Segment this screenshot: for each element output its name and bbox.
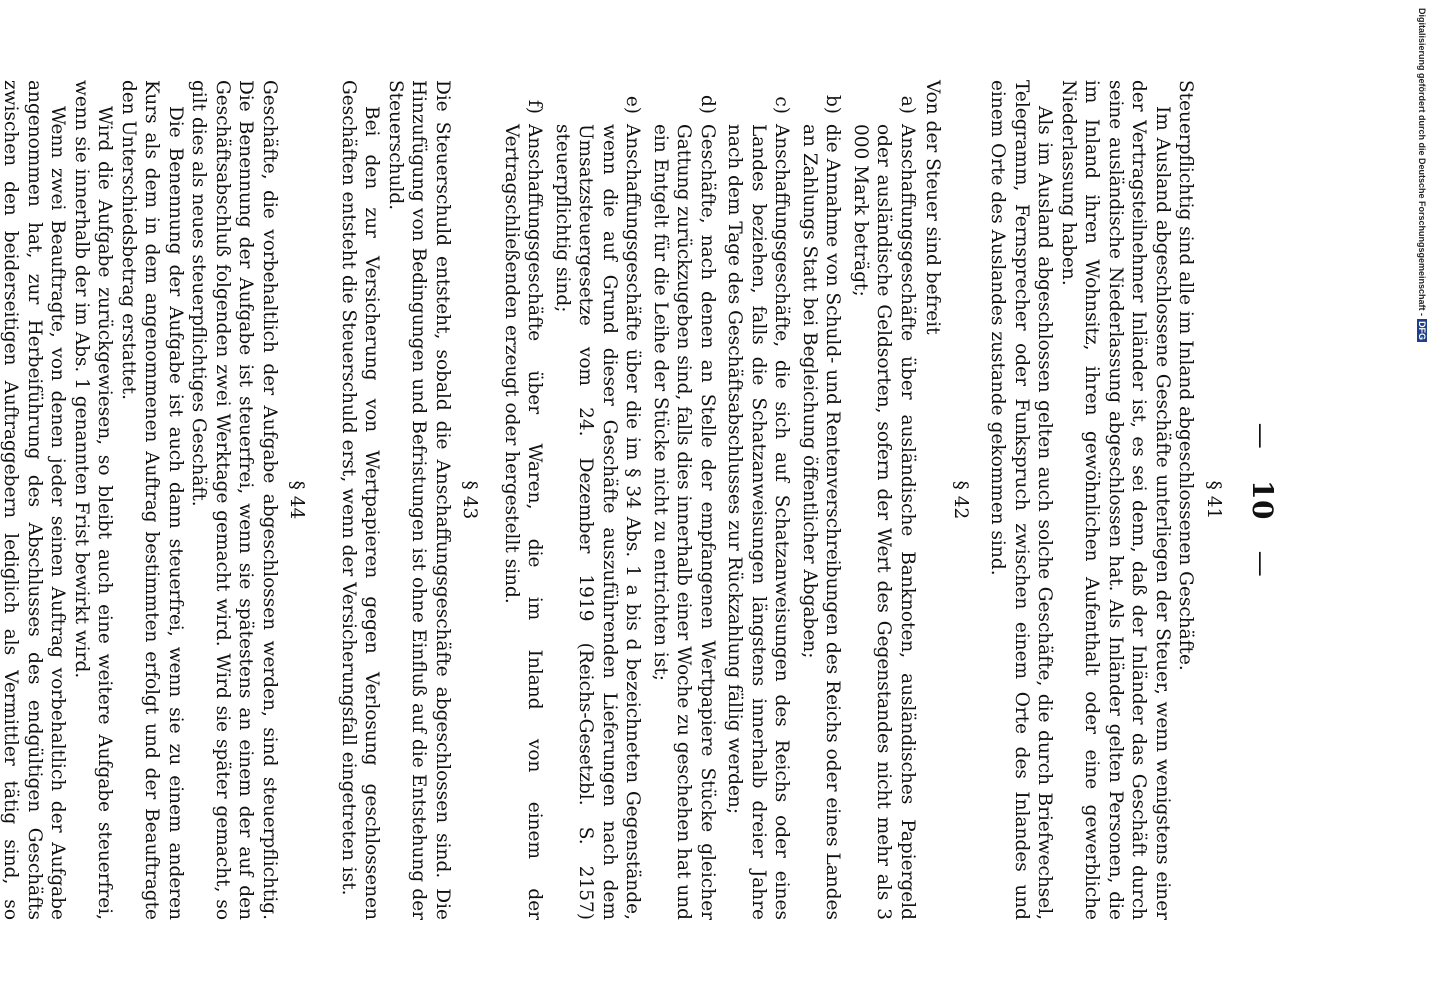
list-item-text: die Annahme von Schuld- und Rentenverschreibungen des Reichs oder eines Landes an Zahlungs Statt bei Begleichung öffentlicher Abgaben;	[799, 124, 844, 920]
section-41	[986, 80, 1225, 920]
section-42-list	[500, 80, 920, 920]
list-item	[500, 80, 547, 920]
section-43-paragraph-2: Bei den zur Versicherung von Wertpapieren gegen Verlosung geschlossenen Geschäften entsteht die Steuerschuld erst, wenn der Versicherungsfall eingetreten ist.	[338, 80, 383, 920]
header-dash-right: —	[1246, 550, 1276, 578]
list-item-label: a)	[897, 95, 918, 114]
section-42-intro: Von der Steuer sind befreit	[922, 80, 944, 335]
list-item-label: d)	[697, 94, 718, 114]
list-item-label: b)	[822, 94, 844, 114]
section-44-paragraph-2: Die Benennung der Aufgabe ist auch dann steuerfrei, wenn sie zu einem anderen Kurs als dem in dem angenommenen Auftrag bestimmten erfolgt und der Beauftragte den Unterschiedsbetrag erstattet.	[118, 80, 186, 920]
dfg-logo: DFG	[1417, 321, 1427, 341]
section-44-paragraph-4: Wenn zwei Beauftragte, von denen jeder seinen Auftrag vorbehaltlich der Aufgabe angenommen hat, zur Herbeiführung des Abschlusses des endgültigen Geschäfts zwischen den beiderseitigen Auftraggebern lediglich als Vermittler tätig sind, so	[0, 80, 69, 920]
page-header	[1232, 80, 1292, 920]
list-item-text: Anschaffungsgeschäfte, die sich auf Schatzanweisungen des Reichs oder eines Landes beziehen, falls die Schatzanweisungen längstens innerhalb dreier Jahre nach dem Tage des Geschäftsabschlusses zur Rückzahlung fällig werden;	[724, 124, 793, 920]
list-item-text: Anschaffungsgeschäfte über ausländische Banknoten, ausländisches Papiergeld oder ausländische Geldsorten, sofern der Wert des Gegenstandes nicht mehr als 3 000 Mark beträgt;	[850, 124, 918, 920]
document-page	[0, 80, 1292, 920]
list-item-text: Geschäfte, nach denen an Stelle der empfangenen Wertpapiere Stücke gleicher Gattung zurückzugeben sind, falls dies innerhalb einer Woche zu geschehen hat und ein Entgelt für die Leihe der Stücke nicht zu entrichten ist;	[650, 124, 718, 920]
section-44-title: § 44	[286, 480, 308, 520]
list-item-text: Anschaffungsgeschäfte über Waren, die im Inland von einem der Vertragschließenden erzeugt oder hergestellt sind.	[501, 124, 546, 920]
section-43-paragraph-1: Die Steuerschuld entsteht, sobald die Anschaffungsgeschäfte abgeschlossen sind. Die Hinzufügung von Bedingungen und Befristungen ist ohne Einfluß auf die Entstehung der Steuerschuld.	[385, 80, 453, 920]
section-44-paragraph-1: Geschäfte, die vorbehaltlich der Aufgabe abgeschlossen werden, sind steuerpflichtig. Die Benennung der Aufgabe ist steuerfrei, wenn sie spätestens an einem der auf den Geschäftsabschluß folgenden zwei Werktage gemacht wird. Wird sie später gemacht, so gilt dies als neues steuerpflichtiges Geschäft.	[188, 80, 280, 920]
document-body	[0, 80, 1227, 920]
section-41-title: § 41	[1203, 480, 1224, 520]
list-item	[551, 80, 645, 920]
list-item	[849, 80, 920, 920]
section-41-paragraph-1: Steuerpflichtig sind alle im Inland abgeschlossenen Geschäfte.	[1175, 80, 1197, 671]
section-42	[500, 80, 973, 920]
list-item	[723, 80, 794, 920]
list-item	[798, 80, 845, 920]
list-item-text: Anschaffungsgeschäfte über die im § 34 Abs. 1 a bis d bezeichneten Gegenstände, wenn die auf Grund dieser Geschäfte auszuführenden Lieferungen nach dem Umsatzsteuergesetze vom 24. Dezember 1919 (Reichs-Gesetzbl. S. 2157) steuerpflichtig sind;	[552, 124, 644, 920]
header-dash-left: —	[1246, 422, 1276, 450]
list-item-label: f)	[524, 99, 546, 114]
section-41-paragraph-3: Als im Ausland abgeschlossen gelten auch solche Geschäfte, die durch Briefwechsel, Telegramm, Fernsprecher oder Funkspruch zwischen einem Orte des Inlandes und einem Orte des Auslandes zustande gekommen sind.	[987, 80, 1056, 920]
list-item	[649, 80, 720, 920]
section-42-title: § 42	[950, 480, 971, 520]
digitization-credit-text: Digitalisierung gefördert durch die Deutsche Forschungsgemeinschaft -	[1417, 8, 1427, 317]
list-item-label: e)	[622, 95, 644, 114]
section-43-title: § 43	[459, 480, 481, 520]
digitization-credit	[1417, 8, 1427, 342]
section-43	[337, 80, 482, 920]
section-44-paragraph-3: Wird die Aufgabe zurückgewiesen, so bleibt auch eine weitere Aufgabe steuerfrei, wenn sie innerhalb der im Abs. 1 genannten Frist bewirkt wird.	[71, 80, 116, 920]
section-41-paragraph-2: Im Ausland abgeschlossene Geschäfte unterliegen der Steuer, wenn wenigstens einer der Vertragsteilnehmer Inländer ist, es sei denn, daß der Inländer das Geschäft durch seine ausländische Niederlassung abgeschlossen hat. Als Inländer gelten Personen, die im Inland ihren Wohnsitz, ihren gewöhnlichen Aufenthalt oder eine gewerbliche Niederlassung haben.	[1058, 80, 1173, 920]
list-item-label: c)	[771, 96, 793, 114]
section-44	[0, 80, 309, 920]
page-number: 10	[1246, 480, 1279, 520]
